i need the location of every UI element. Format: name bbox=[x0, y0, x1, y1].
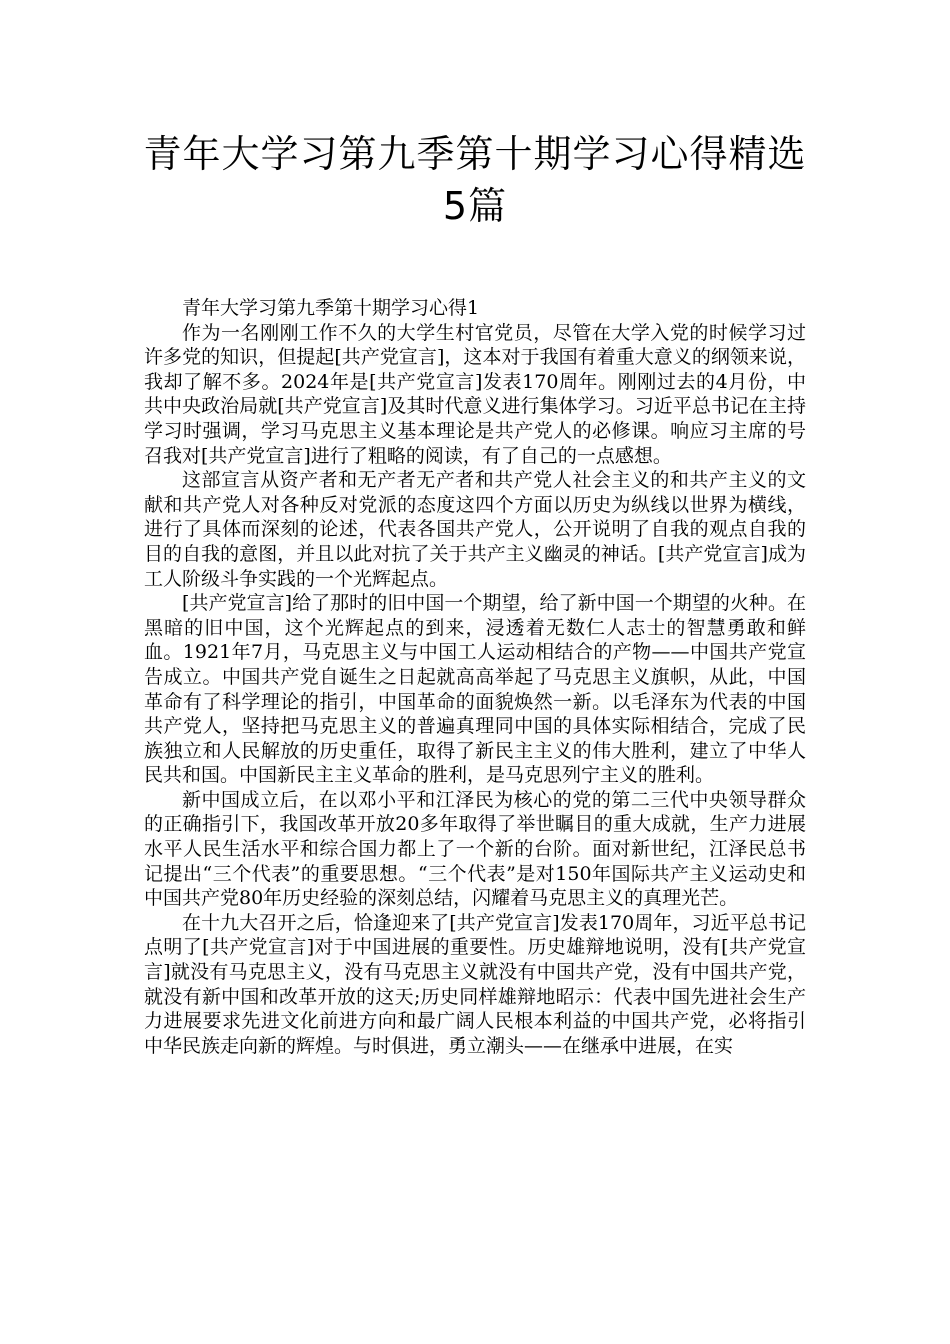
document-title-line-1: 青年大学习第九季第十期学习心得精选 bbox=[143, 132, 807, 176]
body-paragraph: 这部宣言从资产者和无产者无产者和共产党人社会主义的和共产主义的文献和共产党人对各种反对党派的态度这四个方面以历史为纵线以世界为横线，进行了具体而深刻的论述，代表各国共产党人，公开说明了自我的观点自我的目的自我的意图，并且以此对抗了关于共产主义幽灵的神话。[共产党宣言]成为工人阶级斗争实践的一个光辉起点。 bbox=[144, 469, 806, 590]
document-title-line-2: 5篇 bbox=[442, 184, 508, 228]
body-paragraph: 在十九大召开之后，恰逢迎来了[共产党宣言]发表170周年，习近平总书记点明了[共产党宣言]对于中国进展的重要性。历史雄辩地说明，没有[共产党宣言]就没有马克思主义，没有马克思主义就没有中国共产党，没有中国共产党，就没有新中国和改革开放的这天;历史同样雄辩地昭示：代表中国先进社会生产力进展要求先进文化前进方向和最广阔人民根本利益的中国共产党，必将指引中华民族走向新的辉煌。与时俱进，勇立潮头——在继承中进展，在实 bbox=[144, 911, 806, 1057]
section-heading: 青年大学习第九季第十期学习心得1 bbox=[182, 297, 480, 319]
document-body bbox=[144, 296, 806, 1058]
body-paragraph: [共产党宣言]给了那时的旧中国一个期望，给了新中国一个期望的火种。在黑暗的旧中国，这个光辉起点的到来，浸透着无数仁人志士的智慧勇敢和鲜血。1921年7月，马克思主义与中国工人运动相结合的产物——中国共产党宣告成立。中国共产党自诞生之日起就高高举起了马克思主义旗帜，从此，中国革命有了科学理论的指引，中国革命的面貌焕然一新。以毛泽东为代表的中国共产党人，坚持把马克思主义的普遍真理同中国的具体实际相结合，完成了民族独立和人民解放的历史重任，取得了新民主主义的伟大胜利，建立了中华人民共和国。中国新民主主义革命的胜利，是马克思列宁主义的胜利。 bbox=[144, 592, 806, 787]
document-title bbox=[100, 128, 850, 232]
body-paragraph: 新中国成立后，在以邓小平和江泽民为核心的党的第二三代中央领导群众的正确指引下，我国改革开放20多年取得了举世瞩目的重大成就，生产力进展水平人民生活水平和综合国力都上了一个新的台阶。面对新世纪，江泽民总书记提出“三个代表”的重要思想。“三个代表”是对150年国际共产主义运动史和中国共产党80年历史经验的深刻总结，闪耀着马克思主义的真理光芒。 bbox=[144, 788, 806, 910]
body-paragraph: 作为一名刚刚工作不久的大学生村官党员，尽管在大学入党的时候学习过许多党的知识，但提起[共产党宣言]，这本对于我国有着重大意义的纲领来说，我却了解不多。2024年是[共产党宣言]发表170周年。刚刚过去的4月份，中共中央政治局就[共产党宣言]及其时代意义进行集体学习。习近平总书记在主持学习时强调，学习马克思主义基本理论是共产党人的必修课。响应习主席的号召我对[共产党宣言]进行了粗略的阅读，有了自己的一点感想。 bbox=[144, 321, 806, 467]
